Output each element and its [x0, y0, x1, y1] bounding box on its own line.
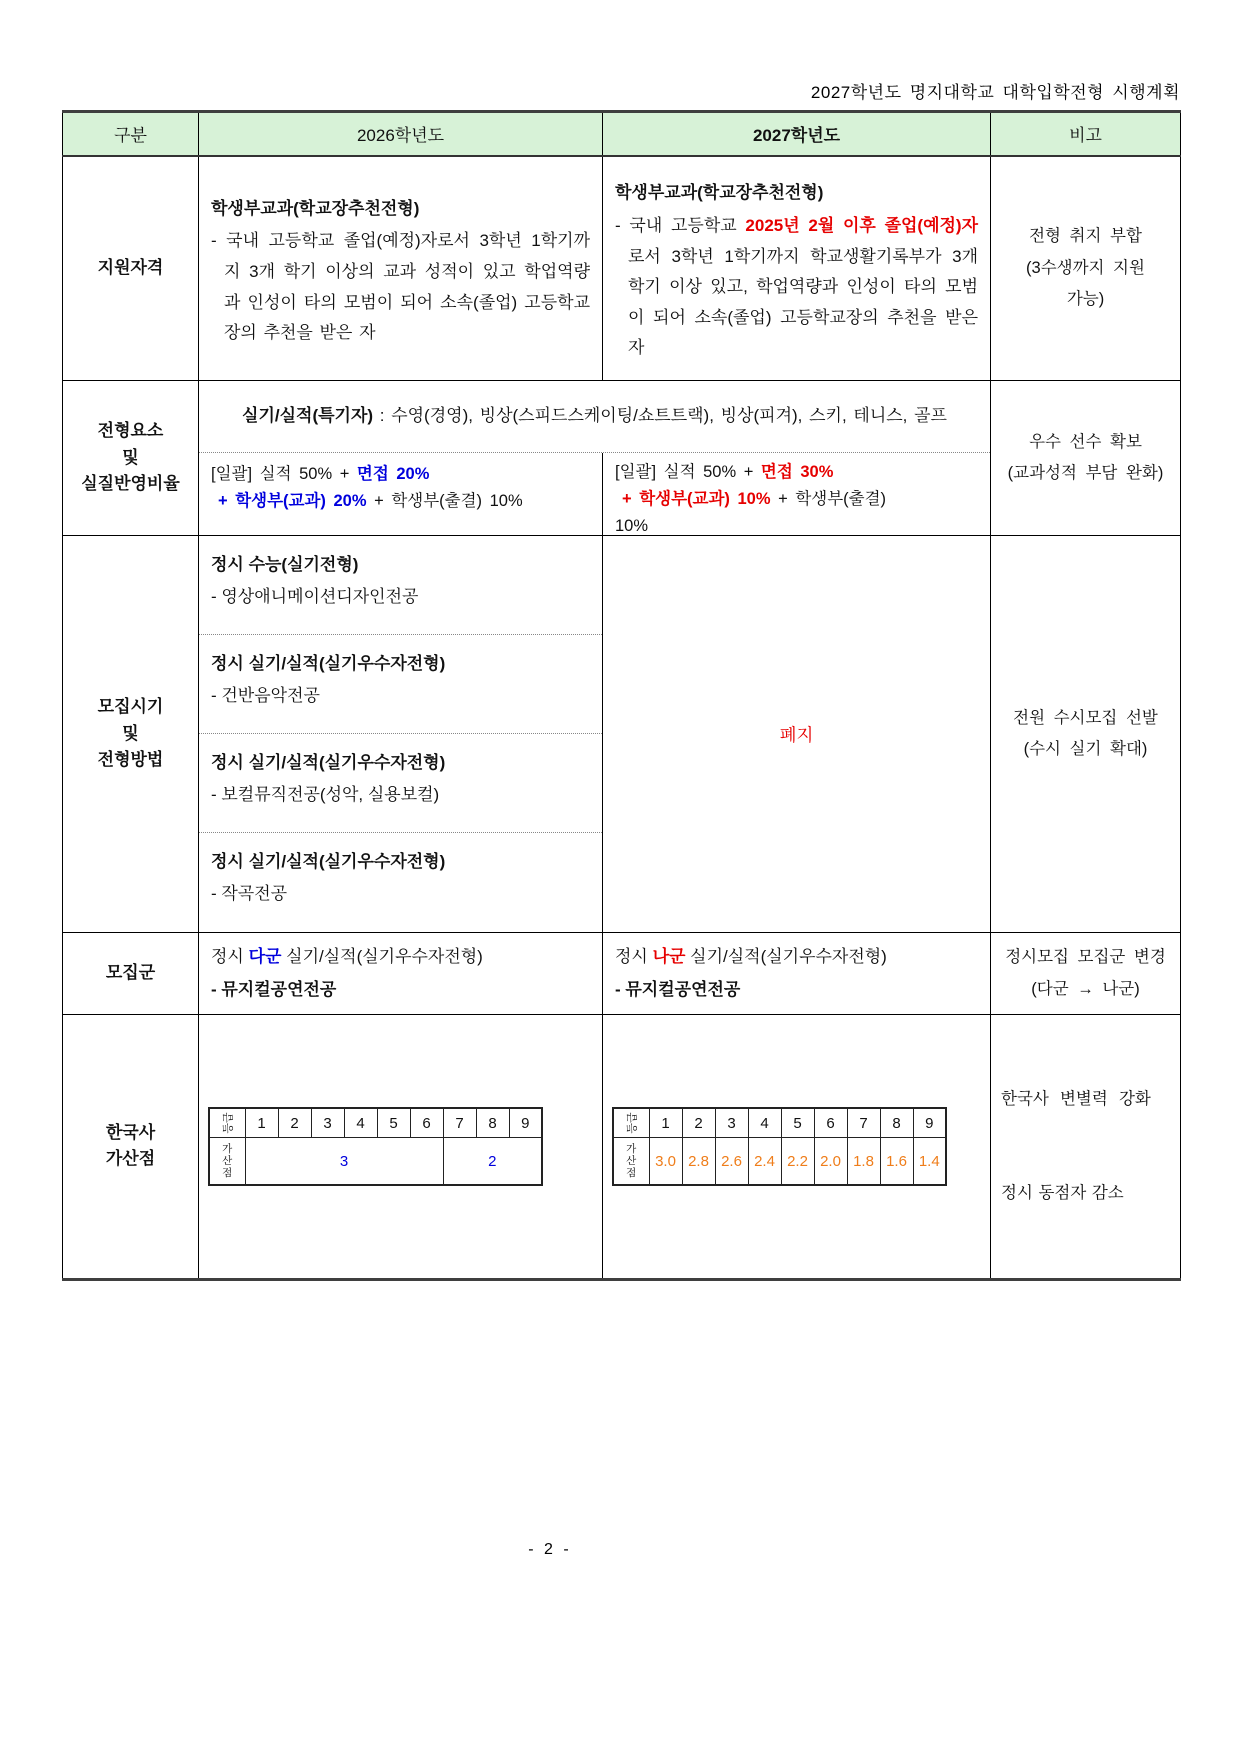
criteria-2027-line1 — [615, 459, 980, 486]
history-label-line2: 가산점 — [105, 1149, 156, 1169]
criteria-2027-line2 — [615, 486, 980, 513]
grade-header-label: 등급 — [222, 1112, 235, 1134]
history-2027-bonus-header — [613, 1138, 649, 1185]
schedule-2026-cell — [199, 536, 603, 933]
schedule-item-4-title: 정시 실기/실적(실기우수자전형) — [211, 852, 446, 871]
grade-2: 2 — [682, 1108, 715, 1138]
col-header-bigo: 비고 — [991, 112, 1181, 156]
criteria-shared-rest: : 수영(경영), 빙상(스피드스케이팅/쇼트트랙), 빙상(피겨), 스키, 테니스, 골프 — [373, 406, 947, 426]
grade-4: 4 — [748, 1108, 781, 1138]
bonus-grade-1: 3.0 — [649, 1138, 682, 1185]
grade-7: 7 — [443, 1108, 476, 1138]
bonus-grade-7: 1.8 — [847, 1138, 880, 1185]
table-header-row — [63, 112, 1181, 156]
criteria-note-cell — [991, 381, 1181, 536]
comparison-table — [62, 110, 1181, 1281]
col-header-2027: 2027학년도 — [603, 112, 991, 156]
eligibility-note-line2: (3수생까지 지원 — [1026, 258, 1145, 277]
history-2026-bonus-7-9: 2 — [443, 1138, 542, 1185]
bonus-header-label: 가산점 — [626, 1143, 637, 1180]
group-2026-title — [211, 941, 590, 973]
history-2026-grade-header — [209, 1108, 245, 1138]
criteria-shared-bold: 실기/실적(특기자) — [242, 406, 374, 426]
group-2027-pre: 정시 — [615, 947, 653, 967]
row-history-bonus — [63, 1015, 1181, 1280]
document-header-title: 2027학년도 명지대학교 대학입학전형 시행계획 — [810, 83, 1180, 102]
criteria-note-line2: (교과성적 부담 완화) — [1007, 464, 1164, 482]
group-2027-cell — [603, 933, 991, 1015]
bonus-grade-8: 1.6 — [880, 1138, 913, 1185]
grade-3: 3 — [311, 1108, 344, 1138]
criteria-2027-l1-black: [일괄] 실적 50% + — [615, 463, 761, 481]
col-header-gubun: 구분 — [63, 112, 199, 156]
schedule-item-1-major: - 영상애니메이션디자인전공 — [211, 586, 419, 606]
history-2027-cell — [603, 1015, 991, 1280]
schedule-note-line2: (수시 실기 확대) — [1023, 740, 1148, 758]
group-2027-highlight: 나군 — [652, 947, 686, 967]
grade-6: 6 — [814, 1108, 847, 1138]
grade-7: 7 — [847, 1108, 880, 1138]
criteria-2027-l2-black: + 학생부(출결) — [770, 490, 887, 509]
grade-9: 9 — [913, 1108, 946, 1138]
group-2027-major: - 뮤지컬공연전공 — [615, 979, 741, 999]
history-2027-bonus-row — [613, 1138, 946, 1185]
schedule-item-1 — [199, 536, 602, 635]
eligibility-2026-title: 학생부교과(학교장추천전형) — [211, 198, 420, 218]
history-2026-cell — [199, 1015, 603, 1280]
eligibility-2027-body-pre: - 국내 고등학교 — [615, 216, 746, 236]
grade-5: 5 — [377, 1108, 410, 1138]
grade-2: 2 — [278, 1108, 311, 1138]
bonus-grade-6: 2.0 — [814, 1138, 847, 1185]
schedule-item-1-title: 정시 수능(실기전형) — [211, 555, 359, 574]
criteria-label-line1: 전형요소 — [97, 421, 164, 441]
grade-4: 4 — [344, 1108, 377, 1138]
group-2027-title — [615, 941, 978, 973]
grade-1: 1 — [245, 1108, 278, 1138]
history-2027-bonus-table — [612, 1107, 947, 1186]
schedule-item-2-title: 정시 실기/실적(실기우수자전형) — [211, 654, 446, 673]
criteria-2026-l1-blue: 면접 20% — [356, 465, 430, 483]
criteria-2026-line2 — [211, 488, 592, 515]
row-label-schedule — [63, 536, 199, 933]
criteria-span-cell — [199, 381, 991, 536]
criteria-label-line2: 및 — [122, 447, 139, 467]
grade-9: 9 — [509, 1108, 542, 1138]
grade-8: 8 — [880, 1108, 913, 1138]
criteria-2026-line1 — [211, 461, 592, 488]
group-2026-post: 실기/실적(실기우수자전형) — [281, 947, 483, 967]
eligibility-note-line1: 전형 취지 부합 — [1029, 227, 1142, 246]
bonus-grade-5: 2.2 — [781, 1138, 814, 1185]
col-header-2026: 2026학년도 — [199, 112, 603, 156]
schedule-note-line1: 전원 수시모집 선발 — [1013, 708, 1158, 727]
row-eligibility — [63, 156, 1181, 381]
history-note-cell — [991, 1015, 1181, 1280]
history-2026-bonus-row — [209, 1138, 542, 1185]
schedule-label-line3: 전형방법 — [97, 750, 164, 770]
history-2026-bonus-1-6: 3 — [245, 1138, 443, 1185]
grade-6: 6 — [410, 1108, 443, 1138]
schedule-note-cell — [991, 536, 1181, 933]
group-2026-major: - 뮤지컬공연전공 — [211, 979, 337, 999]
bonus-grade-3: 2.6 — [715, 1138, 748, 1185]
schedule-label-line2: 및 — [122, 723, 139, 743]
bonus-grade-4: 2.4 — [748, 1138, 781, 1185]
row-label-criteria — [63, 381, 199, 536]
criteria-2027-line3: 10% — [615, 517, 649, 536]
history-2027-grade-header — [613, 1108, 649, 1138]
schedule-item-2 — [199, 635, 602, 734]
schedule-2027-status: 폐지 — [603, 536, 991, 933]
history-2027-grade-row — [613, 1108, 946, 1138]
criteria-2026-cell — [199, 453, 603, 535]
group-2026-cell — [199, 933, 603, 1015]
history-2026-bonus-header — [209, 1138, 245, 1185]
group-note-line1: 정시모집 모집군 변경 — [1005, 948, 1166, 967]
schedule-item-2-major: - 건반음악전공 — [211, 685, 320, 705]
criteria-note-line1: 우수 선수 확보 — [1029, 432, 1142, 451]
eligibility-note-line3: 가능) — [1066, 289, 1105, 308]
grade-8: 8 — [476, 1108, 509, 1138]
eligibility-2027-cell — [603, 156, 991, 381]
schedule-item-3 — [199, 734, 602, 833]
criteria-label-line3: 실질반영비율 — [81, 474, 180, 494]
eligibility-2027-title: 학생부교과(학교장추천전형) — [615, 183, 824, 203]
grade-1: 1 — [649, 1108, 682, 1138]
history-label-line1: 한국사 — [105, 1123, 156, 1143]
row-label-eligibility: 지원자격 — [63, 156, 199, 381]
criteria-2027-l1-red: 면접 30% — [760, 463, 834, 481]
row-schedule — [63, 536, 1181, 933]
row-label-history — [63, 1015, 199, 1280]
group-note-cell — [991, 933, 1181, 1015]
schedule-item-4 — [199, 833, 602, 932]
history-note-line2: 정시 동점자 감소 — [1001, 1183, 1124, 1202]
criteria-2027-cell — [603, 453, 990, 535]
criteria-2026-l1-black: [일괄] 실적 50% + — [211, 465, 357, 483]
criteria-bottom-split — [199, 453, 990, 535]
row-group — [63, 933, 1181, 1015]
eligibility-2027-highlight: 2025년 2월 이후 졸업(예정)자 — [745, 216, 978, 236]
grade-3: 3 — [715, 1108, 748, 1138]
bonus-grade-9: 1.4 — [913, 1138, 946, 1185]
schedule-label-line1: 모집시기 — [97, 697, 164, 717]
schedule-item-3-major: - 보컬뮤직전공(성악, 실용보컬) — [211, 784, 440, 804]
row-label-group: 모집군 — [63, 933, 199, 1015]
group-2026-pre: 정시 — [211, 947, 249, 967]
eligibility-2027-body — [615, 211, 978, 364]
eligibility-note-cell — [991, 156, 1181, 381]
eligibility-2026-cell — [199, 156, 603, 381]
page-number: - 2 - — [528, 1541, 572, 1558]
history-2026-grade-row — [209, 1108, 542, 1138]
criteria-2026-l2-black: + 학생부(출결) 10% — [366, 492, 523, 511]
grade-header-label: 등급 — [626, 1112, 639, 1134]
criteria-2026-l2-blue: + 학생부(교과) 20% — [218, 492, 367, 511]
schedule-item-4-major: - 작곡전공 — [211, 883, 288, 903]
row-criteria — [63, 381, 1181, 536]
history-2026-bonus-table — [208, 1107, 543, 1186]
bonus-header-label: 가산점 — [222, 1143, 233, 1180]
bonus-grade-2: 2.8 — [682, 1138, 715, 1185]
group-2026-highlight: 다군 — [248, 947, 282, 967]
group-2027-post: 실기/실적(실기우수자전형) — [685, 947, 887, 967]
group-note-line2: (다군 → 나군) — [1031, 979, 1140, 998]
history-note-line1: 한국사 변별력 강화 — [1001, 1089, 1151, 1108]
schedule-item-3-title: 정시 실기/실적(실기우수자전형) — [211, 753, 446, 772]
eligibility-2026-body: - 국내 고등학교 졸업(예정)자로서 3학년 1학기까지 3개 학기 이상의 교과 성적이 있고 학업역량과 인성이 타의 모범이 되어 소속(졸업) 고등학교장의 추천을 받은 자 — [211, 231, 590, 343]
criteria-2027-l2-red: + 학생부(교과) 10% — [622, 490, 771, 509]
criteria-shared-text — [199, 381, 990, 453]
eligibility-2027-body-post: 로서 3학년 1학기까지 학교생활기록부가 3개 학기 이상 있고, 학업역량과 인성이 타의 모범이 되어 소속(졸업) 고등학교장의 추천을 받은 자 — [628, 246, 978, 358]
grade-5: 5 — [781, 1108, 814, 1138]
